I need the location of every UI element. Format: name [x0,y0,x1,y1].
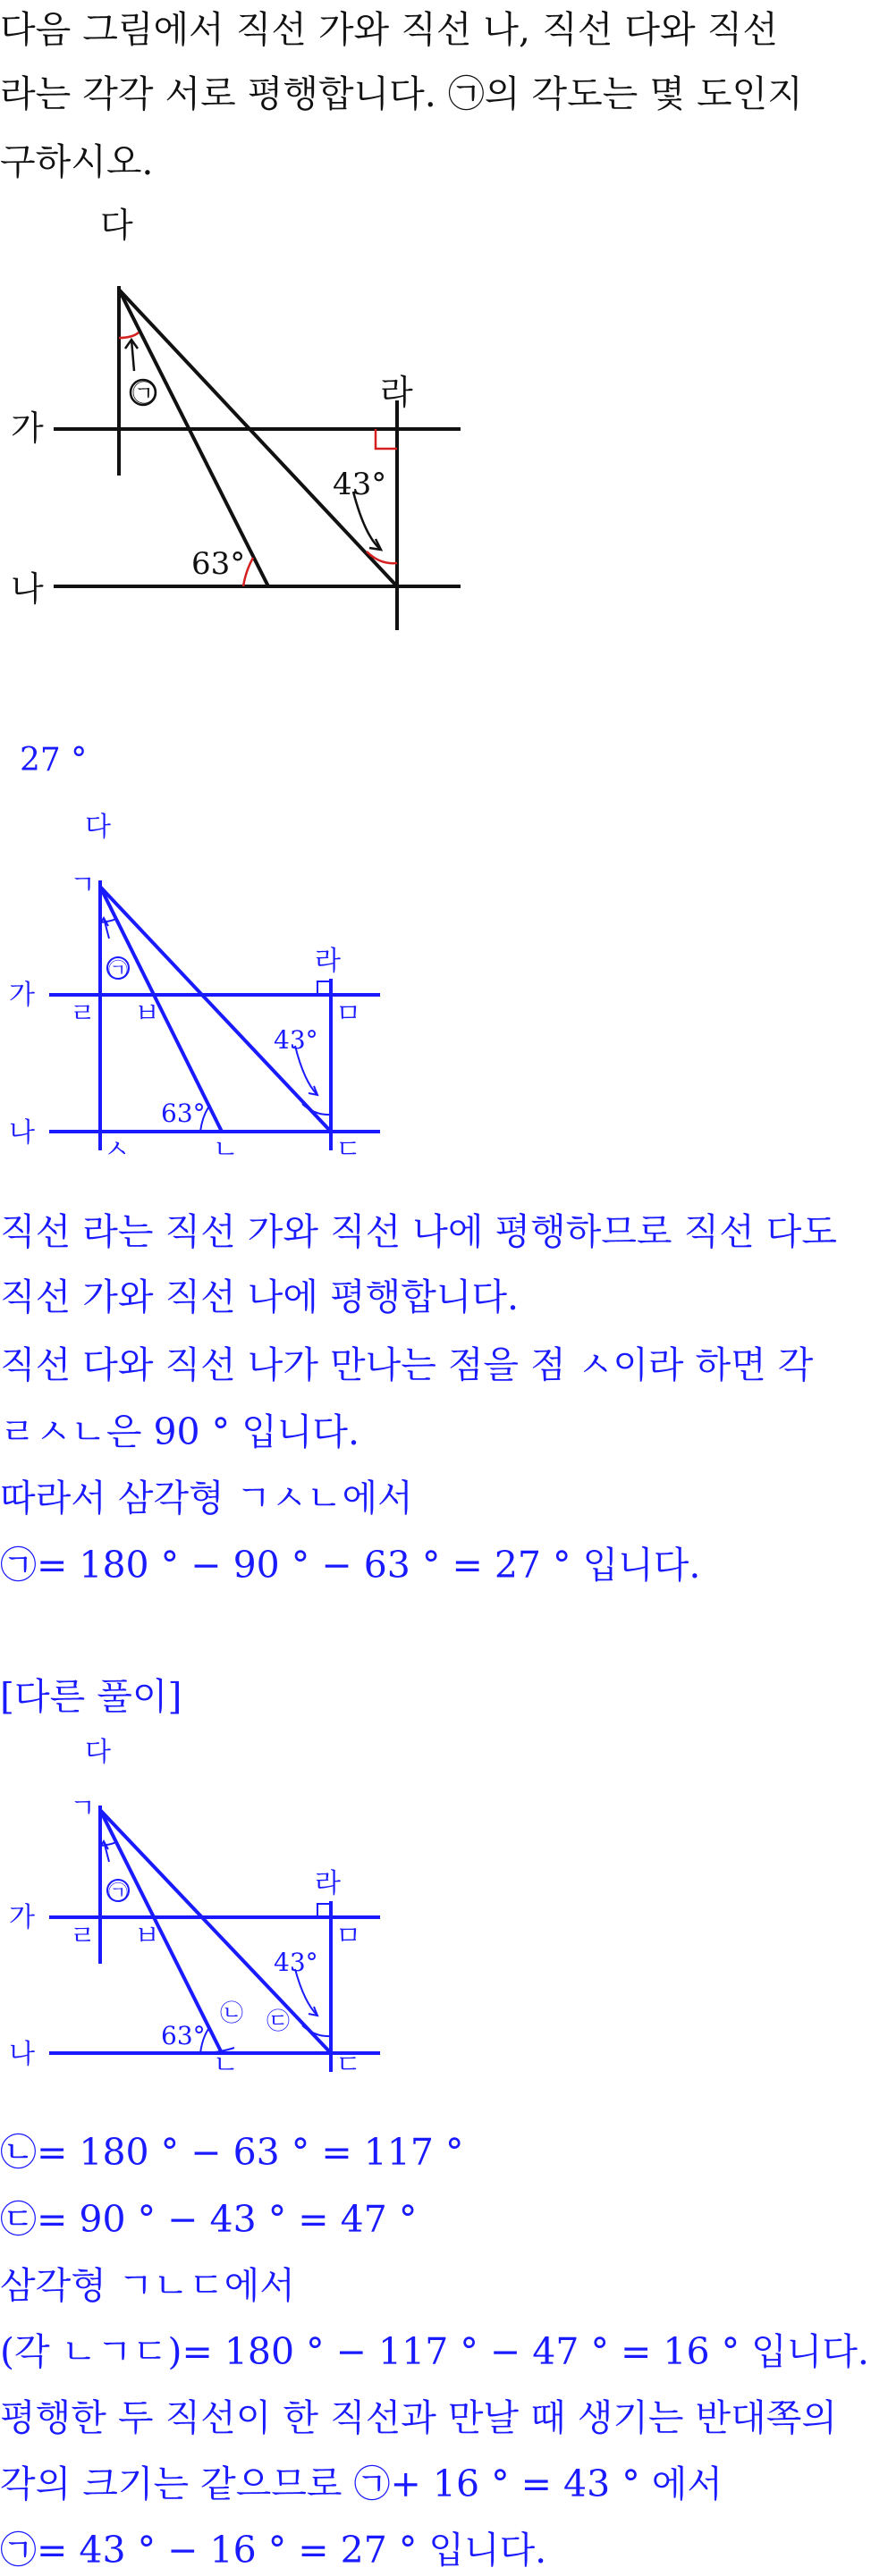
solution-line-4: ㄹㅅㄴ은 90 ° 입니다. [0,1410,360,1453]
fig1-label-da: 다 [100,206,133,245]
fig3-mark-b: ㉡ [220,2000,244,2027]
solution-figure [0,804,429,1180]
solution-line-5: 따라서 삼각형 ㄱㅅㄴ에서 [0,1477,413,1520]
alt-solution-figure [0,1730,429,2078]
problem-figure [0,197,501,644]
fig1-label-na: 나 [11,569,44,609]
fig2-label-da: 다 [85,812,111,843]
alt-solution-header: [다른 풀이] [0,1675,182,1718]
fig2-label-ga: 가 [9,980,35,1011]
fig1-label-ga: 가 [11,408,44,448]
fig1-angle-43: 43° [333,467,387,502]
fig2-angle-43: 43° [274,1025,318,1055]
alt-line-5: 평행한 두 직선이 한 직선과 만날 때 생기는 반대쪽의 [0,2396,837,2439]
fig3-point-r: ㄹ [70,1921,96,1952]
fig3-point-m: ㅁ [335,1921,361,1952]
fig2-point-b: ㅂ [134,998,160,1030]
fig2-point-d: ㄷ [335,1134,361,1166]
fig2-point-n: ㄴ [213,1134,239,1166]
fig2-point-s: ㅅ [104,1134,130,1166]
fig2-point-m: ㅁ [335,998,361,1030]
fig3-label-na: 나 [9,2039,35,2070]
fig1-angle-63: 63° [191,546,246,582]
problem-line-2: 라는 각각 서로 평행합니다. ㉠의 각도는 몇 도인지 [0,72,803,115]
fig3-mark-a: ㉠ [108,1882,129,1905]
fig2-mark-a: ㉠ [108,960,129,982]
answer-value: 27 ° [20,742,88,779]
fig1-mark-a: ㉠ [132,381,156,408]
alt-line-4: (각 ㄴㄱㄷ)= 180 ° − 117 ° − 47 ° = 16 ° 입니다. [0,2330,869,2373]
fig3-angle-63: 63° [161,2021,206,2050]
solution-line-2: 직선 가와 직선 나에 평행합니다. [0,1275,520,1318]
fig2-point-g: ㄱ [70,870,96,901]
alt-line-7: ㉠= 43 ° − 16 ° = 27 ° 입니다. [0,2529,547,2572]
fig3-point-n: ㄴ [213,2050,239,2078]
alt-line-6: 각의 크기는 같으므로 ㉠+ 16 ° = 43 ° 에서 [0,2462,723,2505]
fig3-point-g: ㄱ [70,1793,96,1824]
fig3-point-d: ㄷ [335,2050,361,2078]
fig2-label-na: 나 [9,1117,35,1149]
fig2-angle-63: 63° [161,1099,206,1128]
fig3-angle-43: 43° [274,1948,318,1977]
fig2-point-r: ㄹ [70,998,96,1030]
fig2-label-ra: 라 [315,946,341,977]
fig1-label-ra: 라 [380,373,413,412]
fig3-label-da: 다 [85,1737,111,1768]
alt-line-3: 삼각형 ㄱㄴㄷ에서 [0,2264,295,2307]
solution-line-3: 직선 다와 직선 나가 만나는 점을 점 ㅅ이라 하면 각 [0,1343,814,1386]
fig3-label-ga: 가 [9,1902,35,1933]
problem-line-1: 다음 그림에서 직선 가와 직선 나, 직선 다와 직선 [0,8,778,51]
alt-line-2: ㉢= 90 ° − 43 ° = 47 ° [0,2198,418,2241]
problem-line-3: 구하시오. [0,140,154,183]
fig3-mark-c: ㉢ [266,2008,291,2035]
solution-line-6: ㉠= 180 ° − 90 ° − 63 ° = 27 ° 입니다. [0,1544,701,1587]
solution-line-1: 직선 라는 직선 가와 직선 나에 평행하므로 직선 다도 [0,1210,837,1253]
alt-line-1: ㉡= 180 ° − 63 ° = 117 ° [0,2131,464,2174]
fig3-label-ra: 라 [315,1868,341,1899]
fig3-point-b: ㅂ [134,1921,160,1952]
